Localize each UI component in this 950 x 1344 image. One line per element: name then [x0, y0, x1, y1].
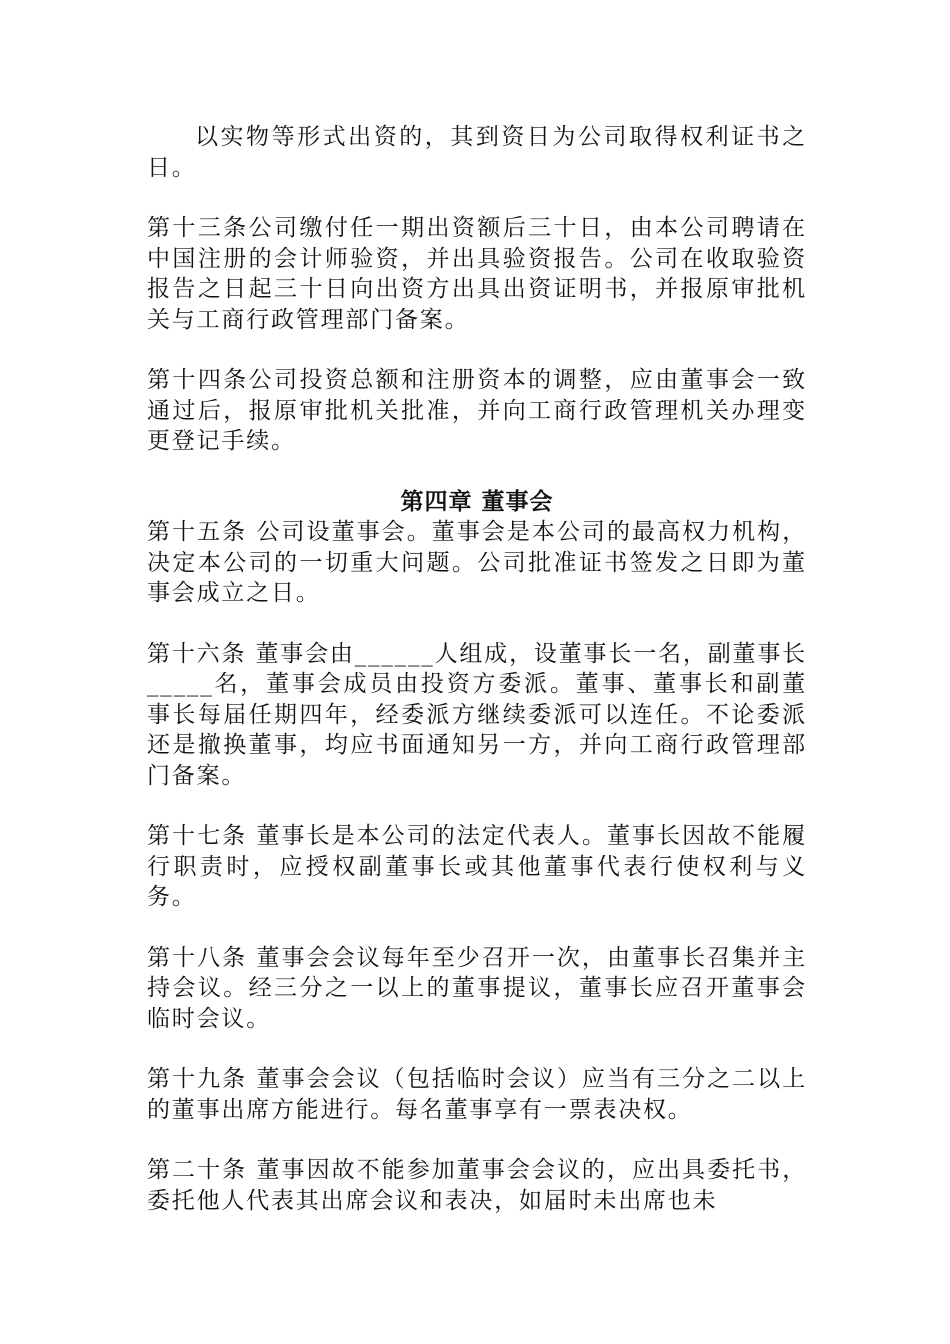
paragraph-article-14: 第十四条公司投资总额和注册资本的调整，应由董事会一致通过后，报原审批机关批准，并向工商行政管理机关办理变更登记手续。 [147, 367, 807, 454]
article-text: 董事会由______人组成，设董事长一名，副董事长_____名，董事会成员由投资方委派。董事、董事长和副董事长每届任期四年，经委派方继续委派可以连任。不论委派还是撤换董事，均应书面通知另一方，并向工商行政管理部门备案。 [147, 640, 807, 789]
article-15 [147, 517, 807, 609]
article-text: 董事长是本公司的法定代表人。董事长因故不能履行职责时，应授权副董事长或其他董事代表行使权利与义务。 [147, 823, 807, 910]
article-17 [147, 821, 807, 913]
article-number: 第十五条 [147, 519, 248, 545]
chapter-title: 第四章 董事会 [400, 488, 554, 515]
article-text: 董事因故不能参加董事会会议的，应出具委托书，委托他人代表其出席会议和表决，如届时未出席也未 [147, 1157, 807, 1214]
article-number: 第二十条 [147, 1157, 248, 1183]
article-19 [147, 1064, 807, 1125]
article-text: 董事会会议每年至少召开一次，由董事长召集并主持会议。经三分之一以上的董事提议，董事长应召开董事会临时会议。 [147, 944, 807, 1032]
article-number: 第十九条 [147, 1066, 248, 1092]
article-number: 第十六条 [147, 640, 247, 667]
article-18 [147, 943, 807, 1035]
article-text: 董事会会议（包括临时会议）应当有三分之二以上的董事出席方能进行。每名董事享有一票表决权。 [147, 1066, 807, 1123]
article-20 [147, 1155, 807, 1216]
article-number: 第十七条 [147, 823, 248, 849]
article-text: 公司设董事会。董事会是本公司的最高权力机构，决定本公司的一切重大问题。公司批准证书签发之日即为董事会成立之日。 [147, 519, 807, 606]
paragraph-article-13: 第十三条公司缴付任一期出资额后三十日，由本公司聘请在中国注册的会计师验资，并出具验资报告。公司在收取验资报告之日起三十日向出资方出具出资证明书，并报原审批机关与工商行政管理部门备案。 [147, 215, 807, 333]
article-number: 第十八条 [147, 944, 248, 971]
paragraph-capital-contribution: 以实物等形式出资的，其到资日为公司取得权利证书之日。 [147, 124, 807, 181]
article-16 [147, 639, 807, 792]
document-page [147, 122, 807, 1246]
